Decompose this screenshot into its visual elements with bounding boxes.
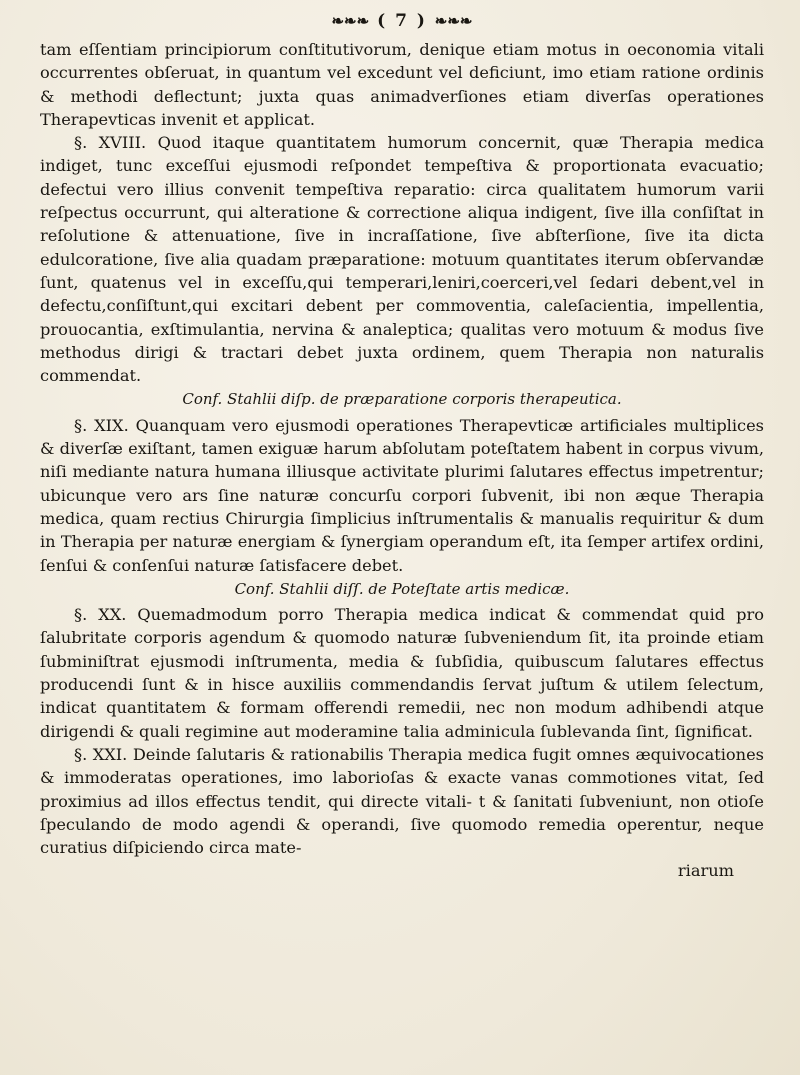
paragraph-section-19 xyxy=(40,414,764,577)
paragraph-text: Quod itaque quantitatem humorum concernit, quæ Therapia medica indiget, tunc exceſſui ejusmodi reſpondet tempeſtiva & proportionata evacuatio; defectui vero illius convenit tempeſtiva reparatio: circa qualitatem humorum varii reſpectus occurrunt, qui alteratione & correctione aliqua indigent, ſive illa conſiſtat in reſolutione & attenuatione, ſive in incraſſatione, ſive abſterſione, ſive ita dicta edulcoratione, ſive alia quadam præparatione: motuum quantitates iterum obſervandæ ſunt, quatenus vel in exceſſu,qui temperari,leniri,coerceri,vel ſedari debent,vel in defectu,conſiſtunt,qui excitari debent per commoventia, caleſacientia, impellentia, prouocantia, exſtimulantia, nervina & analeptica; qualitas vero motuum & modus ſive methodus dirigi & tractari debet juxta ordinem, quem Therapia non naturalis commendat. xyxy=(40,133,764,386)
section-number: §. XIX. xyxy=(74,415,129,435)
section-number: §. XX. xyxy=(74,605,127,625)
section-number: §. XVIII. xyxy=(74,133,147,153)
reference-note: Conf. Stahlii diſſ. de Poteſtate artis medicæ. xyxy=(234,579,570,598)
paragraph-text: tam eſſentiam principiorum conſtitutivorum, denique etiam motus in oeconomia vitali occurrentes obſeruat, in quantum vel excedunt vel deficiunt, imo etiam ratione ordinis & methodi deflectunt; juxta quas animadverſiones etiam diverſas operationes Therapevticas invenit et applicat. xyxy=(40,40,764,129)
right-ornament-icon: ❧❧❧ xyxy=(434,12,473,30)
paragraph-text: Quanquam vero ejusmodi operationes Therapevticæ artificiales multiplices & diverſæ exiſtant, tamen exiguæ harum abſolutam poteſtatem habent in corpus vivum, niſi mediante natura humana illiusque activitate plurimi ſalutares effectus impetrentur; ubicunque vero ars ſine naturæ concurſu corpori ſubvenit, ibi non æque Therapia medica, quam rectius Chirurgia ſimplicius inſtrumentalis & manualis requiritur & dum in Therapia per naturæ energiam & ſynergiam operandum eſt, ita ſemper artifex ordini, ſenſui & conſenſui naturæ ſatisfacere debet. xyxy=(40,415,764,575)
paragraph-text: Quemadmodum porro Therapia medica indicat & commendat quid pro ſalubritate corporis agendum & quomodo naturæ ſubveniendum ſit, ita proinde etiam ſubminiſtrat ejusmodi inſtrumenta, media & ſubſidia, quibuscum ſalutares effectus producendi ſunt & in hisce auxiliis commendandis ſervat juſtum & utilem ſelectum, indicat quantitatem & formam offerendi remedii, nec non modum adhibendi atque dirigendi & quali regimine aut moderamine talia adminicula ſublevanda ſint, ſignificat. xyxy=(40,605,764,741)
catchword: riarum xyxy=(677,861,734,881)
left-ornament-icon: ❧❧❧ xyxy=(331,12,370,30)
paragraph-section-21 xyxy=(40,743,764,859)
page-header xyxy=(40,8,764,34)
paragraph-section-18 xyxy=(40,131,764,387)
reference-note: Conf. Stahlii diſp. de præparatione corporis therapeutica. xyxy=(182,390,622,409)
section-number: §. XXI. xyxy=(74,744,128,764)
paragraph-section-20 xyxy=(40,603,764,743)
paragraph-continuation xyxy=(40,38,764,131)
paragraph-text: Deinde ſalutaris & rationabilis Therapia medica fugit omnes æquivocationes & immoderatas operationes, imo laborioſas & exacte vanas commotiones vitat, ſed proximius ad illos effectus tendit, qui directe vitali- t & ſanitati ſubveniunt, non otioſe ſpeculando de modo agendi & operandi, ſive quomodo remedia operentur, neque curatius diſpiciendo circa mate- xyxy=(40,744,764,858)
page-number: ( 7 ) xyxy=(377,11,427,31)
